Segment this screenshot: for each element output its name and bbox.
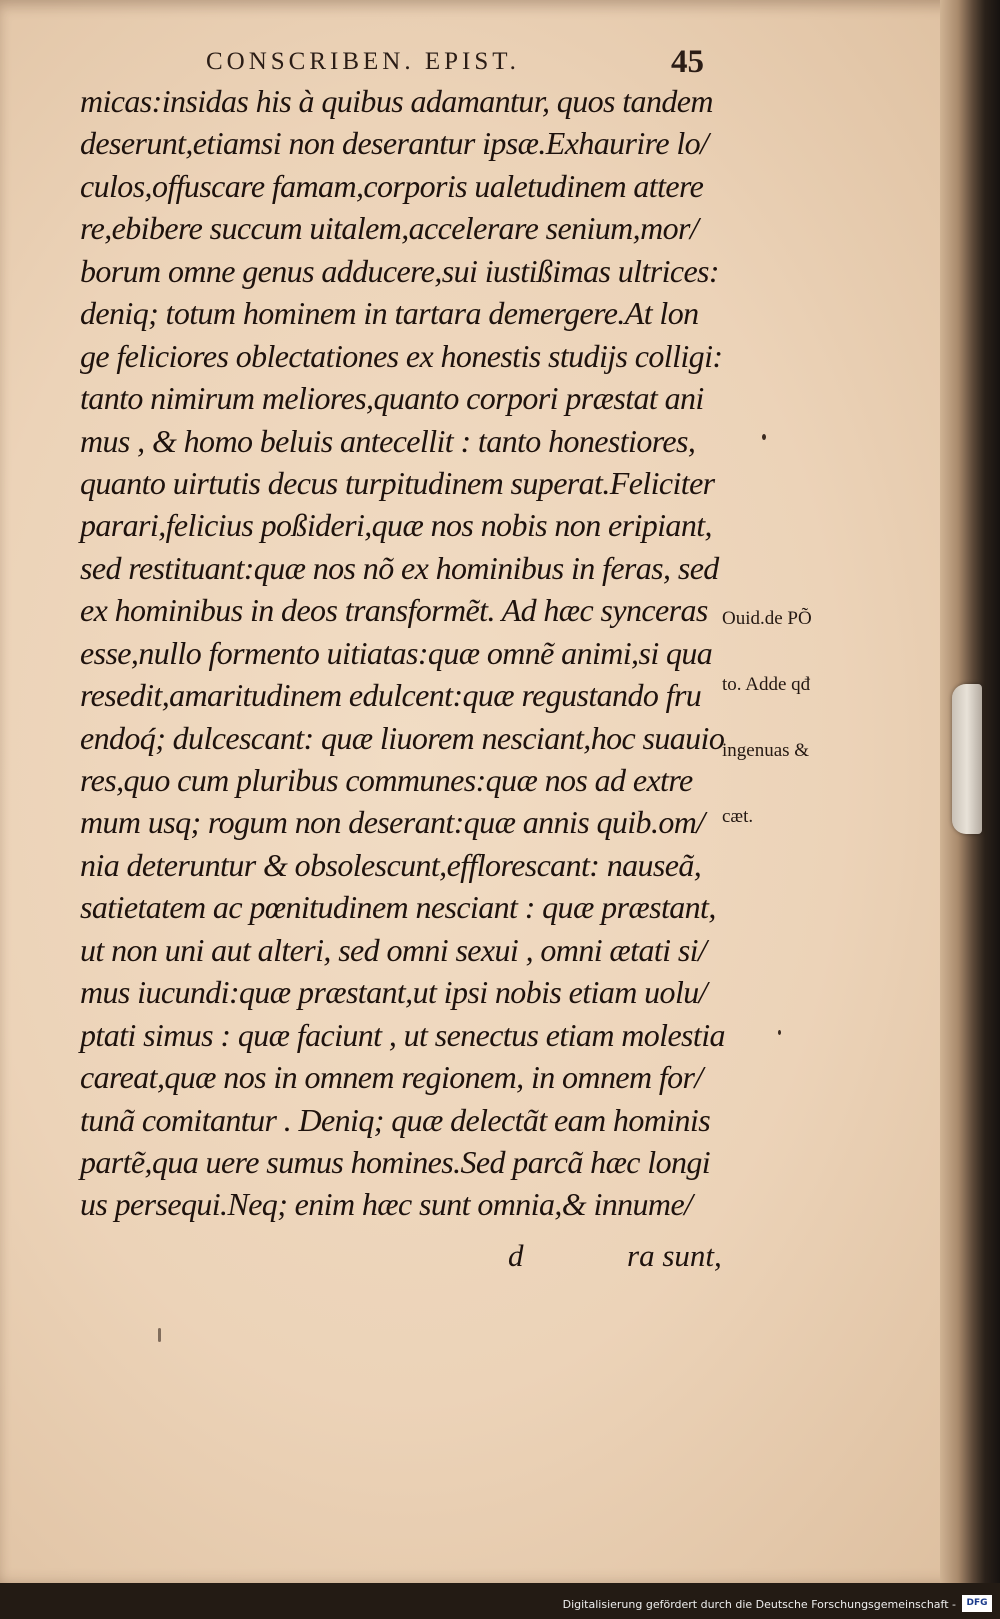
page-tab-marker (952, 684, 982, 834)
text-line: deniq; totum hominem in tartara demergere.At lon (80, 295, 699, 332)
text-line: satietatem ac pœnitudinem nesciant : quæ præstant, (80, 889, 716, 926)
text-line: careat,quæ nos in omnem regionem, in omnem for/ (80, 1059, 703, 1096)
text-line: endoq́; dulcescant: quæ liuorem nesciant,hoc suauio (80, 719, 725, 756)
marginal-note (722, 564, 872, 850)
ink-speck (778, 1030, 781, 1035)
text-line: partẽ,qua uere sumus homines.Sed parcã hæc longi (80, 1143, 711, 1180)
text-line: sed restituant:quæ nos nõ ex hominibus in feras, sed (80, 549, 719, 586)
marginal-note-line: cæt. (722, 806, 754, 827)
page-number: 45 (671, 44, 704, 80)
marginal-note-line: to. Adde qđ (722, 674, 811, 695)
text-line: res,quo cum pluribus communes:quæ nos ad extre (80, 762, 693, 798)
text-line: ex hominibus in deos transformẽt. Ad hæc synceras (80, 592, 708, 629)
text-line: nia deteruntur & obsolescunt,efflorescant: nauseã, (80, 846, 702, 883)
text-line: micas:insidas his à quibus adamantur, quos tandem (80, 83, 713, 119)
text-line: culos,offuscare famam,corporis ualetudinem attere (80, 167, 704, 204)
text-line: quanto uirtutis decus turpitudinem superat.Feliciter (80, 464, 715, 501)
marginal-note-line: Ouid.de PÕ (722, 608, 812, 629)
text-line: parari,felicius poßideri,quæ nos nobis non eripiant, (80, 507, 712, 544)
dfg-logo: DFG (962, 1595, 992, 1612)
digitization-credit: Digitalisierung gefördert durch die Deutsche Forschungsgemeinschaft - (562, 1598, 956, 1611)
text-line: ge feliciores oblectationes ex honestis studijs colligi: (80, 337, 723, 374)
text-line: borum omne genus adducere,sui iustißimas ultrices: (80, 252, 719, 289)
text-line: mus , & homo beluis antecellit : tanto honestiores, (80, 422, 696, 459)
signature-mark: d (508, 1238, 524, 1273)
text-line: ptati simus : quæ faciunt , ut senectus etiam molestia (80, 1016, 725, 1053)
ink-speck (158, 1328, 161, 1342)
text-line: mus iucundi:quæ præstant,ut ipsi nobis etiam uolu/ (80, 974, 707, 1011)
text-line: ut non uni aut alteri, sed omni sexui , omni ætati si/ (80, 931, 707, 968)
catchword: ra sunt, (627, 1238, 722, 1273)
text-line: tunã comitantur . Deniq; quæ delectãt eam hominis (80, 1101, 711, 1138)
text-line: mum usq; rogum non deserant:quæ annis quib.om/ (80, 804, 705, 841)
text-line: esse,nullo formento uitiatas:quæ omnẽ animi,si qua (80, 634, 713, 671)
text-line: re,ebibere succum uitalem,accelerare senium,mor/ (80, 210, 699, 247)
text-line: resedit,amaritudinem edulcent:quæ regustando fru (80, 677, 702, 714)
marginal-note-line: ingenuas & (722, 740, 810, 761)
text-line: tanto nimirum meliores,quanto corpori præstat ani (80, 380, 704, 417)
ink-speck (762, 434, 766, 440)
text-line: deserunt,etiamsi non deserantur ipsæ.Exhaurire lo/ (80, 125, 709, 162)
running-head: CONSCRIBEN. EPIST. (206, 48, 520, 75)
body-text (80, 80, 730, 1226)
text-line: us persequi.Neq; enim hæc sunt omnia,& innume/ (80, 1186, 693, 1223)
